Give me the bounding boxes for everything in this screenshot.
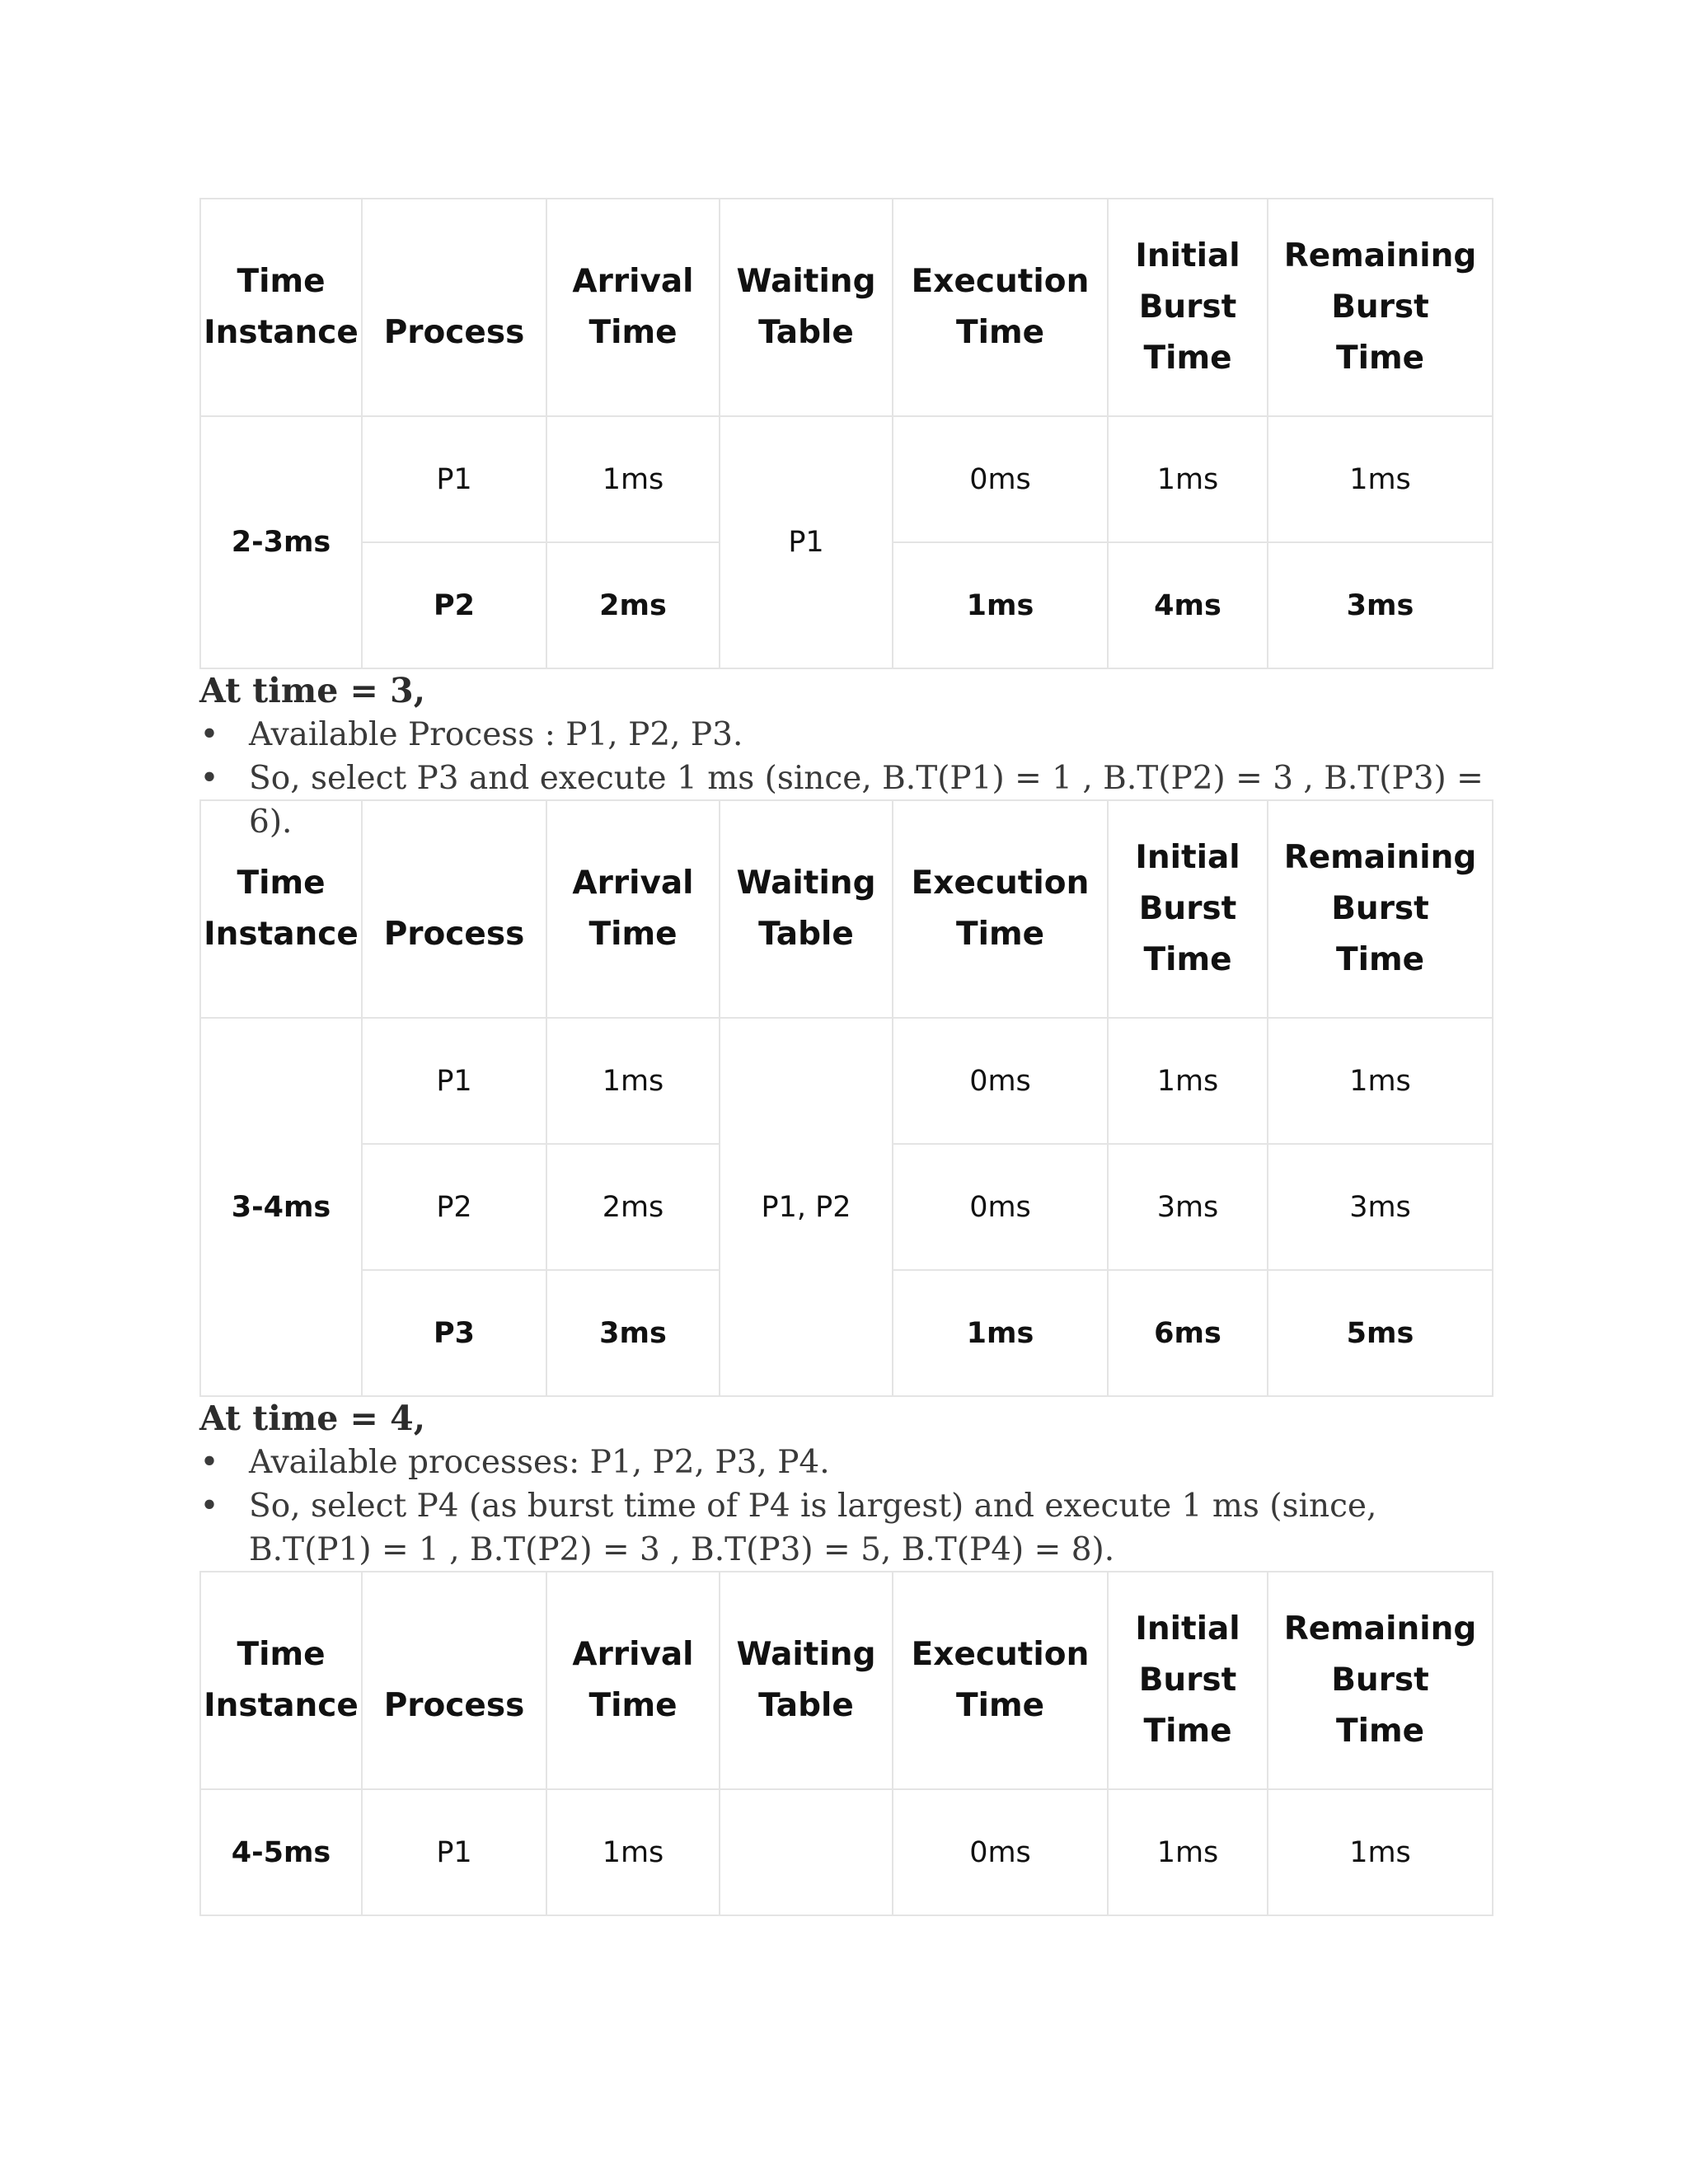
execution-cell: 0ms [893,1018,1108,1144]
header-process: Process [362,1572,546,1789]
schedule-table-3 [199,1571,1493,1916]
header-time-instance: Time Instance [200,800,362,1018]
bullet-icon: • [199,1488,219,1525]
header-remaining-burst-time: Remaining Burst Time [1268,199,1493,416]
process-cell: P2 [362,542,546,668]
initial-burst-cell: 1ms [1108,1789,1268,1915]
waiting-cell [720,1789,893,1915]
header-arrival-time: Arrival Time [546,800,720,1018]
initial-burst-cell: 1ms [1108,1018,1268,1144]
remaining-burst-cell: 1ms [1268,1789,1493,1915]
header-initial-burst-time: Initial Burst Time [1108,1572,1268,1789]
table-row [200,416,1493,542]
header-execution-time: Execution Time [893,1572,1108,1789]
section-heading-time-4: At time = 4, [199,1399,425,1438]
process-cell: P1 [362,1789,546,1915]
table-row [200,1018,1493,1144]
header-remaining-burst-time: Remaining Burst Time [1268,1572,1493,1789]
remaining-burst-cell: 1ms [1268,416,1493,542]
header-initial-burst-time: Initial Burst Time [1108,800,1268,1018]
table-header-row [200,1572,1493,1789]
header-execution-time: Execution Time [893,800,1108,1018]
table-header-row [200,199,1493,416]
execution-cell: 1ms [893,1270,1108,1396]
table-header-row [200,800,1493,1018]
time-instance-cell: 4-5ms [200,1789,362,1915]
list-item [199,1484,1502,1572]
header-waiting-table: Waiting Table [720,199,893,416]
initial-burst-cell: 1ms [1108,416,1268,542]
time-instance-cell: 2-3ms [200,416,362,668]
header-time-instance: Time Instance [200,199,362,416]
remaining-burst-cell: 5ms [1268,1270,1493,1396]
schedule-table-2 [199,799,1493,1397]
process-cell: P1 [362,416,546,542]
time-instance-cell: 3-4ms [200,1018,362,1396]
waiting-cell: P1 [720,416,893,668]
remaining-burst-cell: 3ms [1268,1144,1493,1270]
schedule-table-1 [199,198,1493,669]
header-time-instance: Time Instance [200,1572,362,1789]
execution-cell: 1ms [893,542,1108,668]
arrival-cell: 3ms [546,1270,720,1396]
arrival-cell: 2ms [546,542,720,668]
table-row [200,1789,1493,1915]
header-process: Process [362,199,546,416]
initial-burst-cell: 6ms [1108,1270,1268,1396]
header-arrival-time: Arrival Time [546,1572,720,1789]
header-waiting-table: Waiting Table [720,800,893,1018]
remaining-burst-cell: 3ms [1268,542,1493,668]
execution-cell: 0ms [893,1144,1108,1270]
header-process: Process [362,800,546,1018]
bullet-list-time-4 [199,1441,1502,1572]
header-waiting-table: Waiting Table [720,1572,893,1789]
process-cell: P2 [362,1144,546,1270]
header-execution-time: Execution Time [893,199,1108,416]
process-cell: P3 [362,1270,546,1396]
remaining-burst-cell: 1ms [1268,1018,1493,1144]
waiting-cell: P1, P2 [720,1018,893,1396]
arrival-cell: 1ms [546,1789,720,1915]
bullet-text: So, select P4 (as burst time of P4 is largest) and execute 1 ms (since, B.T(P1) = 1 , B.T(P2) = 3 , B.T(P3) = 5, B.T(P4) = 8). [249,1488,1377,1568]
bullet-icon: • [199,1444,219,1481]
header-remaining-burst-time: Remaining Burst Time [1268,800,1493,1018]
initial-burst-cell: 4ms [1108,542,1268,668]
header-arrival-time: Arrival Time [546,199,720,416]
execution-cell: 0ms [893,416,1108,542]
bullet-text: Available processes: P1, P2, P3, P4. [249,1444,830,1481]
arrival-cell: 2ms [546,1144,720,1270]
bullet-icon: • [199,716,219,753]
execution-cell: 0ms [893,1789,1108,1915]
arrival-cell: 1ms [546,416,720,542]
bullet-text: So, select P3 and execute 1 ms (since, B.T(P1) = 1 , B.T(P2) = 3 , B.T(P3) = 6). [249,760,1484,841]
section-heading-time-3: At time = 3, [199,671,425,710]
list-item [199,1441,1502,1484]
header-initial-burst-time: Initial Burst Time [1108,199,1268,416]
arrival-cell: 1ms [546,1018,720,1144]
initial-burst-cell: 3ms [1108,1144,1268,1270]
list-item [199,713,1502,757]
bullet-icon: • [199,760,219,797]
bullet-text: Available Process : P1, P2, P3. [249,716,743,753]
process-cell: P1 [362,1018,546,1144]
